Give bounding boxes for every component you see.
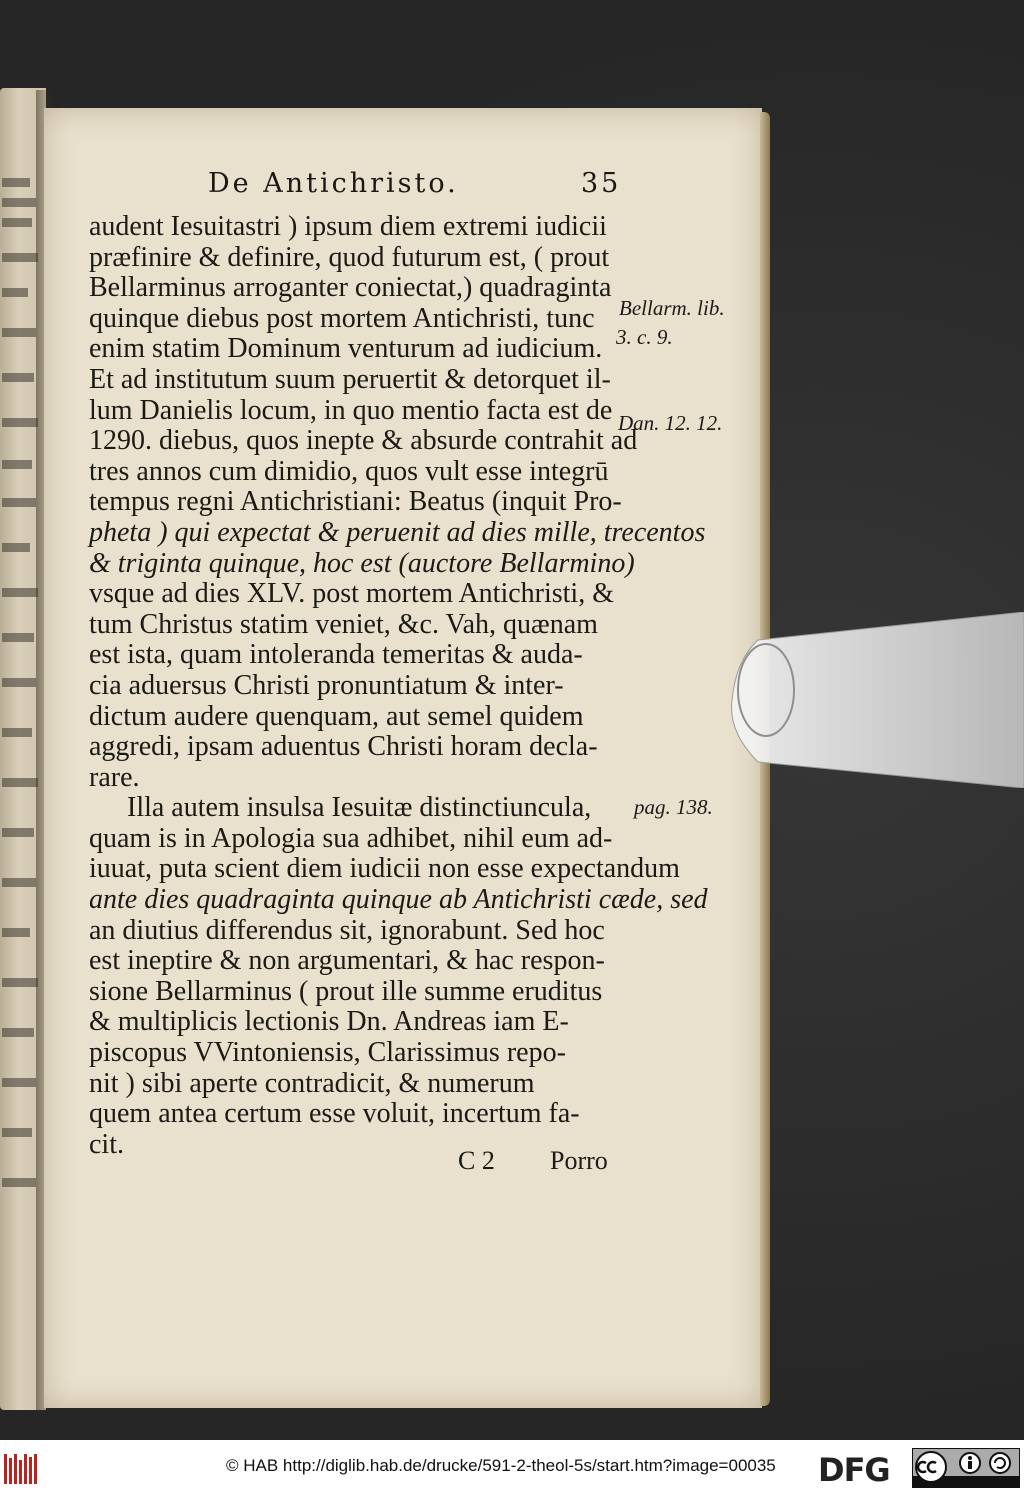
text-line: tempus regni Antichristiani: Beatus (inquit Pro- — [89, 486, 622, 518]
text-line: 1290. diebus, quos inepte & absurde contrahit ad — [89, 425, 638, 457]
text-line: vsque ad dies XLV. post mortem Antichristi, & — [89, 578, 614, 610]
text-line: nit ) sibi aperte contradicit, & numerum — [89, 1067, 535, 1099]
text-line: enim statim Dominum venturum ad iudicium. — [89, 333, 603, 365]
catchword: Porro — [550, 1146, 608, 1175]
text-line: & multiplicis lectionis Dn. Andreas iam E- — [89, 1006, 569, 1038]
text-line: quinque diebus post mortem Antichristi, tunc — [89, 302, 595, 334]
text-line: Illa autem insulsa Iesuitæ distinctiuncula, — [127, 792, 592, 824]
text-line: aggredi, ipsam aduentus Christi horam decla- — [89, 731, 598, 763]
text-line: quem antea certum esse voluit, incertum fa- — [89, 1098, 580, 1130]
text-line: cia aduersus Christi pronuntiatum & inter- — [89, 669, 564, 701]
dfg-logo: DFG — [818, 1451, 890, 1489]
text-line: & triginta quinque, hoc est (auctore Bellarmino) — [89, 547, 635, 579]
footer-bar — [0, 1440, 1024, 1495]
running-title: De Antichristo. — [208, 168, 459, 199]
text-line: est ineptire & non argumentari, & hac respon- — [89, 945, 605, 977]
text-line: rare. — [89, 761, 140, 793]
text-line: Bellarminus arroganter coniectat,) quadraginta — [89, 272, 612, 304]
text-line: iuuat, puta scient diem iudicii non esse expectandum — [89, 853, 680, 885]
signature-mark: C 2 — [458, 1146, 495, 1175]
source-credit-link[interactable]: © HAB http://diglib.hab.de/drucke/591-2-theol-5s/start.htm?image=00035 — [226, 1456, 776, 1475]
margin-note: Dan. 12. 12. — [618, 411, 723, 435]
page-number: 35 — [581, 168, 622, 199]
text-line: præfinire & definire, quod futurum est, ( prout — [89, 241, 610, 273]
text-line: cit. — [89, 1128, 124, 1160]
text-line: tum Christus statim veniet, &c. Vah, quænam — [89, 608, 598, 640]
margin-note: 3. c. 9. — [616, 325, 673, 349]
text-line: quam is in Apologia sua adhibet, nihil eum ad- — [89, 822, 613, 854]
text-line: an diutius differendus sit, ignorabunt. Sed hoc — [89, 914, 605, 946]
library-logo-icon — [4, 1454, 40, 1484]
margin-note: pag. 138. — [634, 795, 713, 819]
text-line: sione Bellarminus ( prout ille summe eruditus — [89, 975, 603, 1007]
text-line: audent Iesuitastri ) ipsum diem extremi iudicii — [89, 211, 607, 242]
margin-note: Bellarm. lib. — [619, 296, 725, 320]
page-header — [196, 168, 628, 208]
text-line: lum Danielis locum, in quo mentio facta est de — [89, 394, 613, 426]
text-line: Et ad institutum suum peruertit & detorquet il- — [89, 363, 611, 395]
text-line: pheta ) qui expectat & peruenit ad dies mille, trecentos — [89, 516, 706, 548]
text-line: piscopus VVintoniensis, Clarissimus repo- — [89, 1037, 566, 1069]
text-line: dictum audere quenquam, aut semel quidem — [89, 700, 584, 732]
cc-by-sa-icon — [912, 1448, 1020, 1488]
text-line: est ista, quam intoleranda temeritas & auda- — [89, 639, 583, 671]
page-holder-clip — [728, 612, 1024, 788]
text-line: ante dies quadraginta quinque ab Antichristi cæde, sed — [89, 884, 708, 916]
text-line: tres annos cum dimidio, quos vult esse integrū — [89, 455, 609, 487]
